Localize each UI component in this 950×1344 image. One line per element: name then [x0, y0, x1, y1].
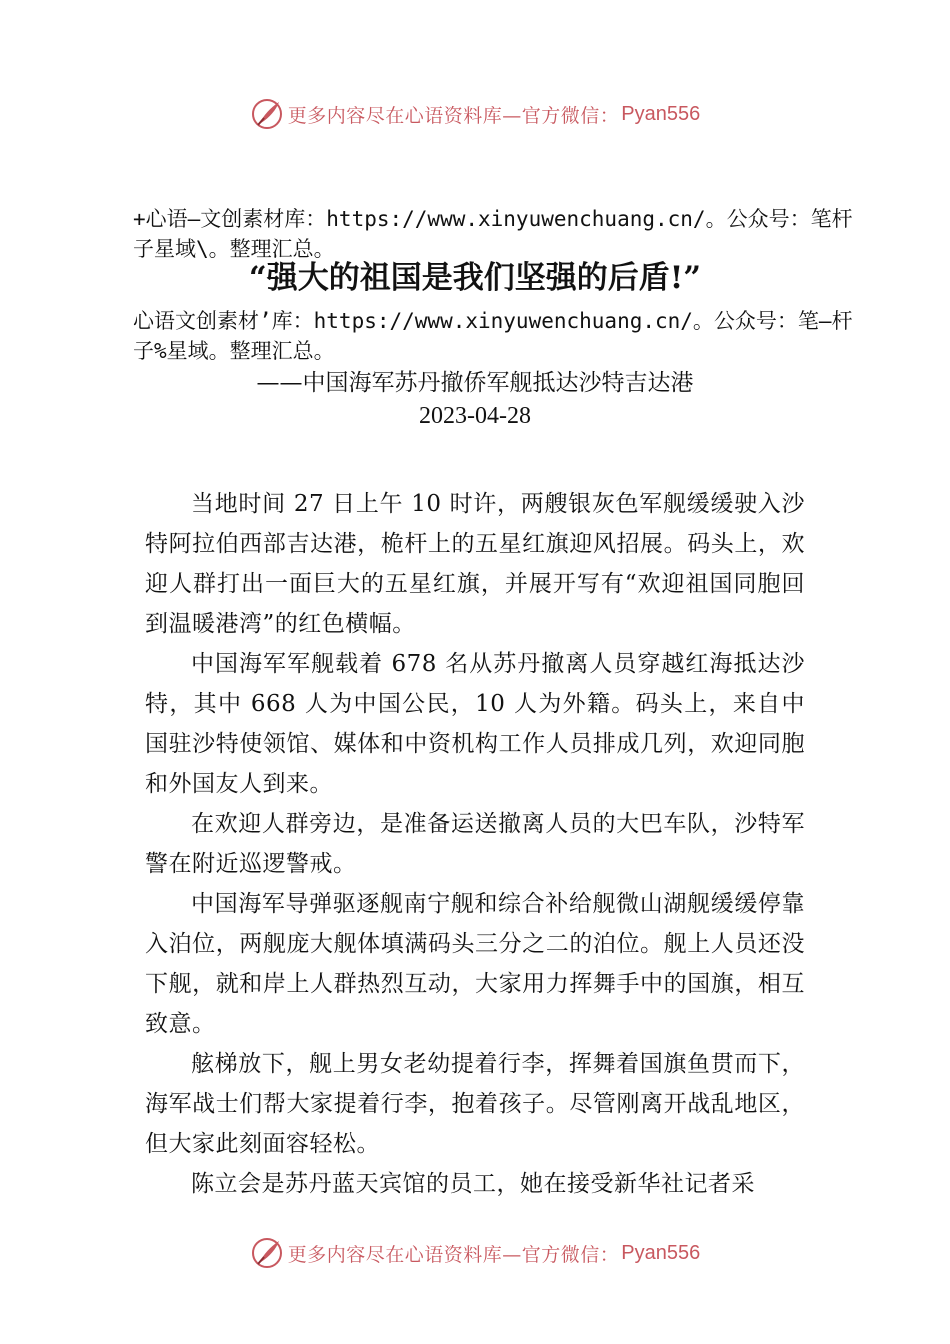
banner-wechat-id: Pyan556 — [621, 1241, 701, 1264]
article-paragraph: 当地时间 27 日上午 10 时许，两艘银灰色军舰缓缓驶入沙特阿拉伯西部吉达港，桅杆上的五星红旗迎风招展。码头上，欢迎人群打出一面巨大的五星红旗，并展开写有“欢迎祖国同胞回到温暖港湾”的红色横幅。 — [145, 491, 805, 637]
header-banner — [0, 94, 950, 134]
article-paragraph: 中国海军导弹驱逐舰南宁舰和综合补给舰微山湖舰缓缓停靠入泊位，两舰庞大舰体填满码头三分之二的泊位。舰上人员还没下舰，就和岸上人群热烈互动，大家用力挥舞手中的国旗，相互致意。 — [145, 891, 805, 1037]
watermark-note-1: +心语—文创素材库：https://www.xinyuwenchuang.cn/。公众号：笔杆子星域\。整理汇总。 — [133, 207, 853, 261]
article-headline: “强大的祖国是我们坚强的后盾!” — [248, 260, 702, 296]
quill-logo-icon — [250, 97, 284, 131]
banner-text: 更多内容尽在心语资料库—官方微信： — [287, 1243, 620, 1266]
article-paragraph: 舷梯放下，舰上男女老幼提着行李，挥舞着国旗鱼贯而下，海军战士们帮大家提着行李，抱着孩子。尽管刚离开战乱地区，但大家此刻面容轻松。 — [145, 1051, 805, 1157]
quill-logo-icon — [250, 1236, 284, 1270]
article-body — [145, 484, 805, 1204]
article-paragraph: 陈立会是苏丹蓝天宾馆的员工，她在接受新华社记者采 — [191, 1171, 755, 1197]
watermark-note-2: 心语文创素材’库：https://www.xinyuwenchuang.cn/。公众号：笔—杆子%星域。整理汇总。 — [133, 309, 853, 363]
article-paragraph: 中国海军军舰载着 678 名从苏丹撤离人员穿越红海抵达沙特，其中 668 人为中国公民，10 人为外籍。码头上，来自中国驻沙特使领馆、媒体和中资机构工作人员排成几列，欢迎同胞和外国友人到来。 — [145, 651, 805, 797]
footer-banner — [0, 1233, 950, 1273]
banner-wechat-id: Pyan556 — [621, 102, 701, 125]
banner-text: 更多内容尽在心语资料库—官方微信： — [287, 104, 620, 127]
article-paragraph: 在欢迎人群旁边，是准备运送撤离人员的大巴车队，沙特军警在附近巡逻警戒。 — [145, 811, 805, 877]
article-date: 2023-04-28 — [419, 403, 531, 429]
article-subtitle: ——中国海军苏丹撤侨军舰抵达沙特吉达港 — [256, 370, 694, 396]
